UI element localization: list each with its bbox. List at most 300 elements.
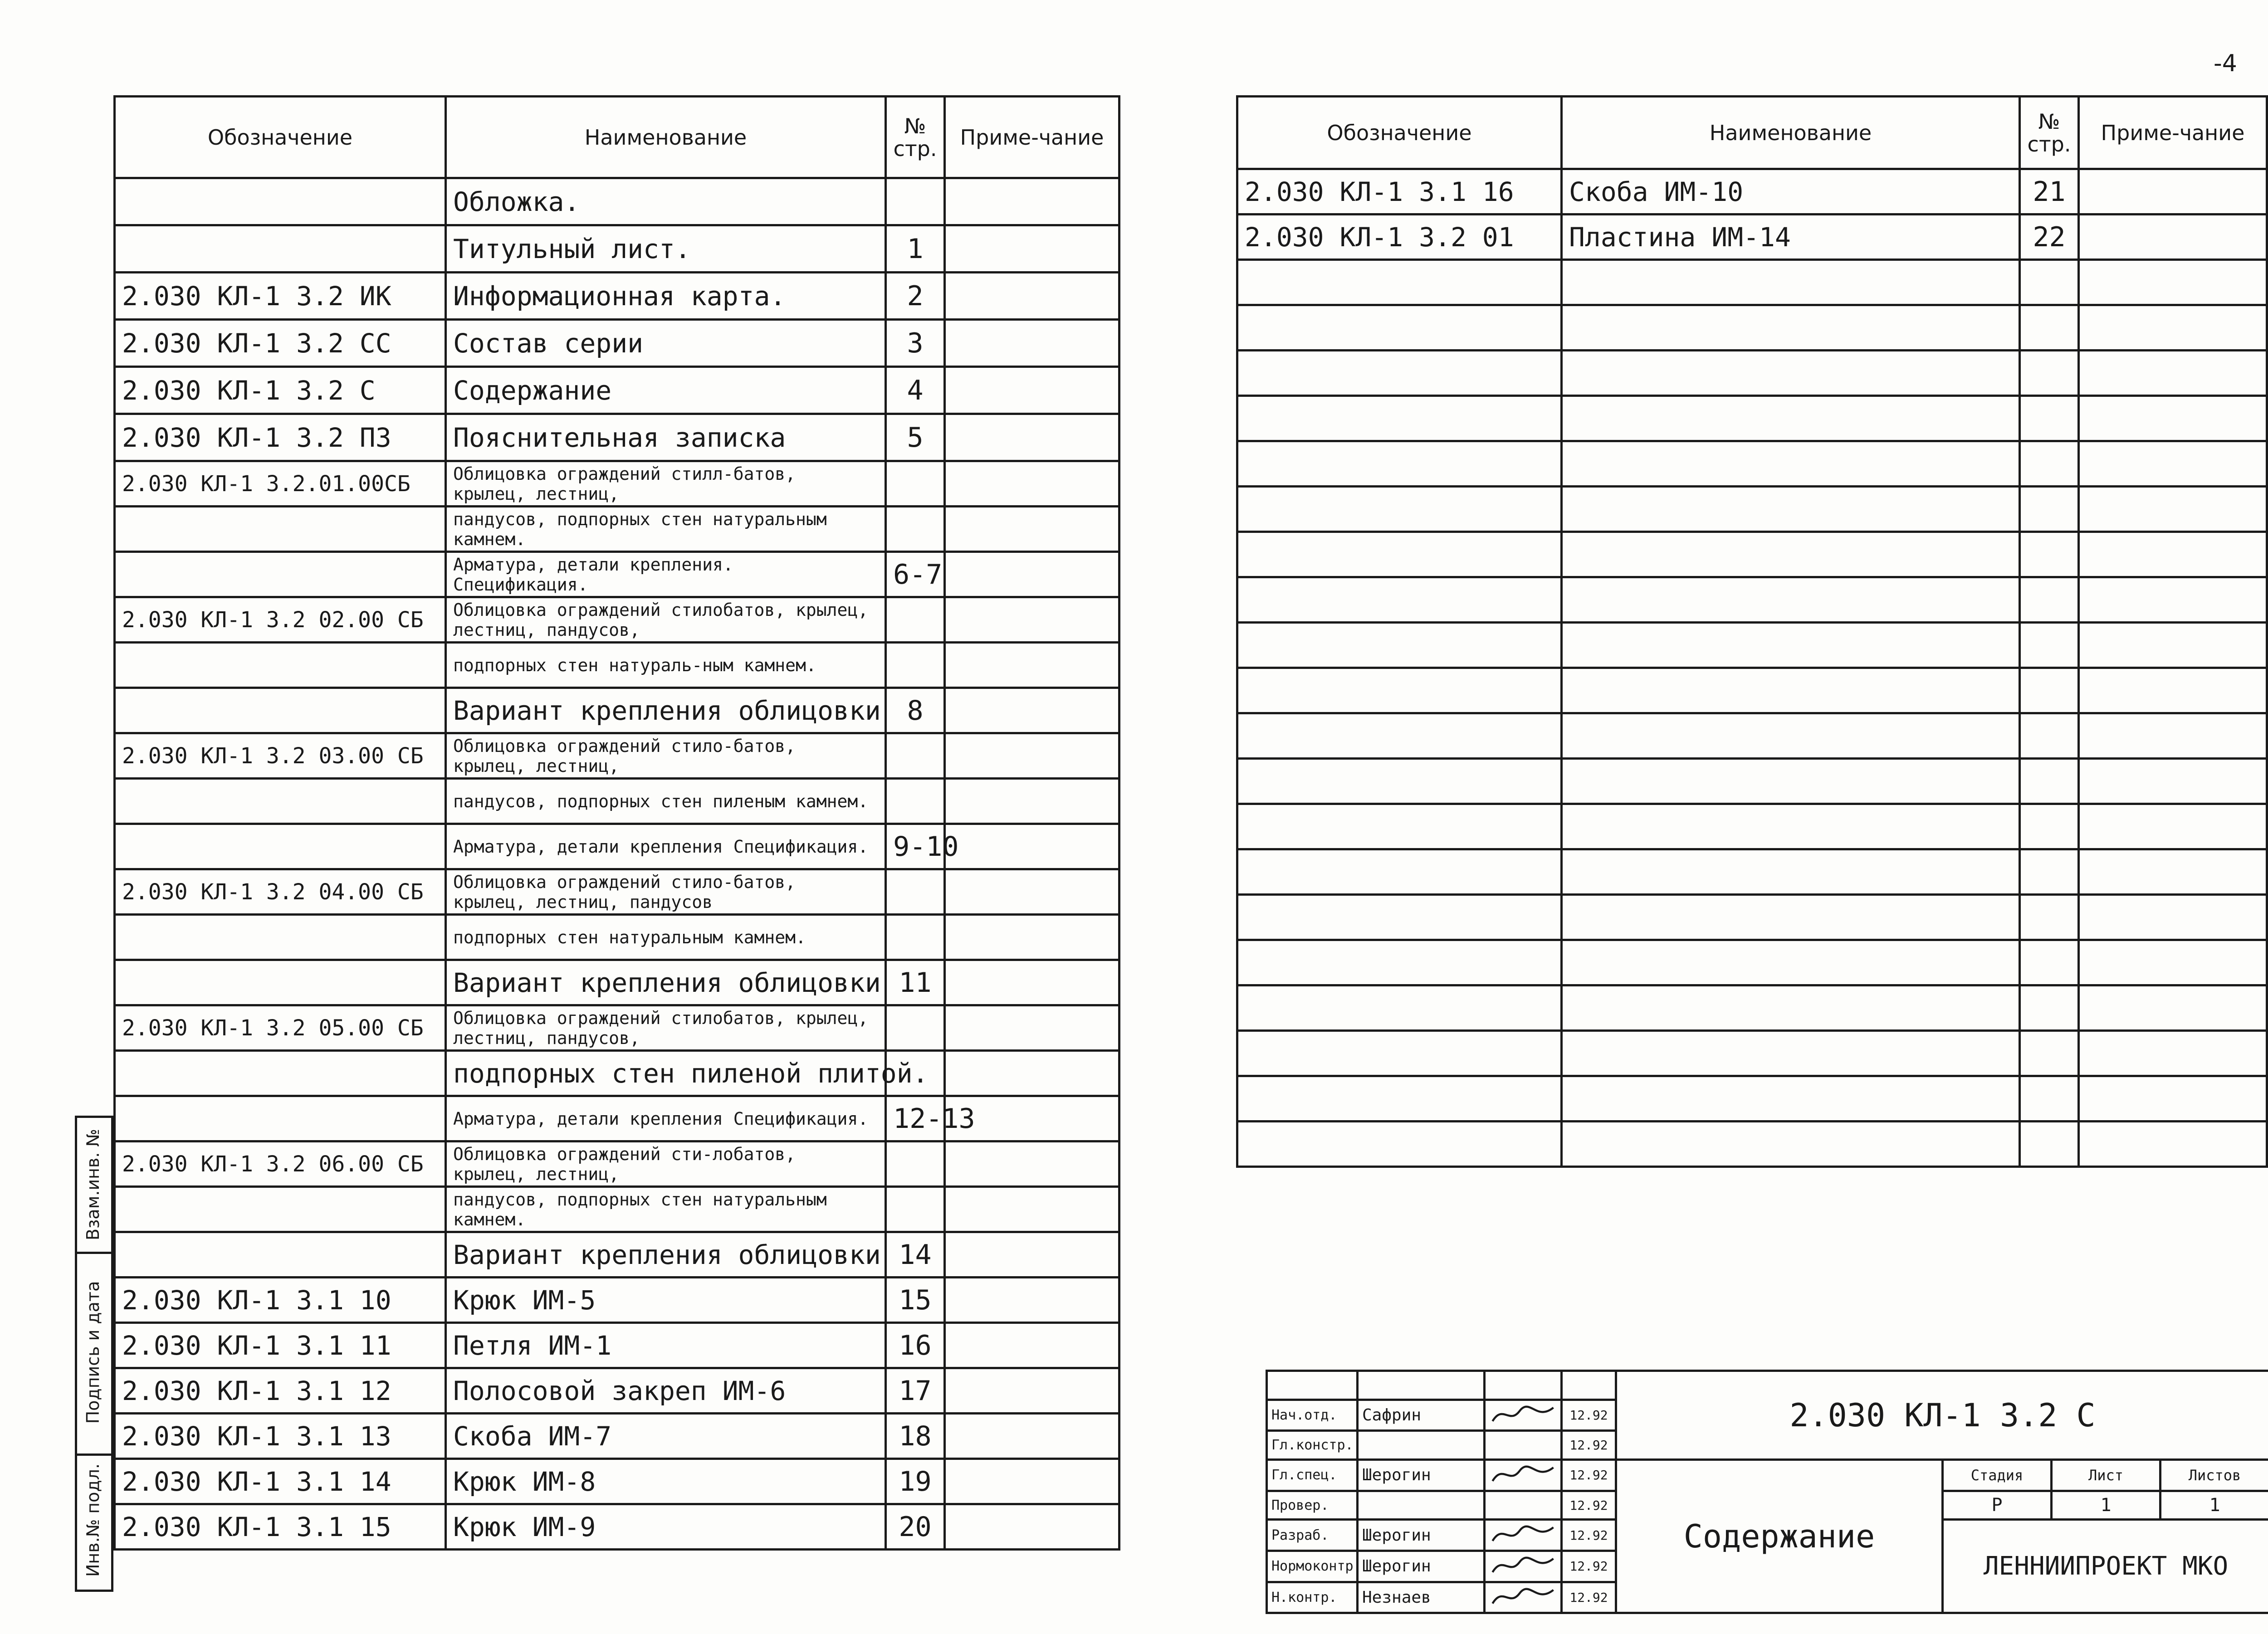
empty-table-row — [1237, 396, 2267, 441]
designation-cell: 2.030 КЛ-1 3.2 06.00 СБ — [115, 1141, 446, 1187]
empty-cell — [2079, 1076, 2267, 1122]
empty-cell — [2020, 849, 2079, 895]
name-cell: Вариант крепления облицовки — [446, 960, 886, 1005]
empty-cell — [1562, 1031, 2020, 1076]
empty-cell — [1562, 623, 2020, 668]
note-cell — [945, 1187, 1119, 1232]
empty-table-row — [1237, 1076, 2267, 1122]
page-cell: 14 — [886, 1232, 945, 1278]
empty-cell — [2020, 668, 2079, 713]
stamp-signature — [1485, 1400, 1562, 1431]
designation-cell — [115, 225, 446, 273]
page-cell: 4 — [886, 367, 945, 414]
note-cell — [2079, 169, 2267, 215]
designation-cell: 2.030 КЛ-1 3.2 05.00 СБ — [115, 1005, 446, 1051]
page-cell: 5 — [886, 414, 945, 461]
designation-cell — [115, 1096, 446, 1141]
designation-cell: 2.030 КЛ-1 3.1 15 — [115, 1504, 446, 1550]
stamp-date: 12.92 — [1562, 1400, 1616, 1431]
organization-name: ЛЕННИИПРОЕКТ МКО — [1943, 1520, 2268, 1613]
empty-cell — [2079, 1122, 2267, 1167]
header-page: № стр. — [886, 97, 945, 178]
name-cell: подпорных стен натураль-ным камнем. — [446, 643, 886, 688]
name-cell: Облицовка ограждений сти-лобатов, крылец, лестниц, — [446, 1141, 886, 1187]
stamp-date: 12.92 — [1562, 1460, 1616, 1491]
empty-cell — [1237, 532, 1562, 577]
designation-cell — [115, 552, 446, 597]
page-cell: 19 — [886, 1459, 945, 1504]
note-cell — [945, 1459, 1119, 1504]
note-cell — [945, 779, 1119, 824]
table-row — [115, 1232, 1119, 1278]
name-cell: подпорных стен натуральным камнем. — [446, 915, 886, 960]
empty-cell — [1237, 1122, 1562, 1167]
title-block-row — [1267, 1371, 2268, 1400]
name-cell: Облицовка ограждений стилобатов, крылец, лестниц, пандусов, — [446, 597, 886, 643]
designation-cell — [115, 779, 446, 824]
name-cell: Вариант крепления облицовки — [446, 688, 886, 733]
designation-cell: 2.030 КЛ-1 3.1 10 — [115, 1278, 446, 1323]
note-cell — [945, 461, 1119, 507]
empty-cell — [1562, 985, 2020, 1031]
note-cell — [945, 552, 1119, 597]
stamp-name: Сафрин — [1358, 1400, 1485, 1431]
designation-cell: 2.030 КЛ-1 3.2.01.00СБ — [115, 461, 446, 507]
note-cell — [945, 507, 1119, 552]
name-cell: Крюк ИМ-9 — [446, 1504, 886, 1550]
table-row — [115, 1323, 1119, 1368]
empty-cell — [2020, 1076, 2079, 1122]
empty-cell — [2079, 623, 2267, 668]
designation-cell — [115, 1187, 446, 1232]
empty-cell — [1237, 577, 1562, 623]
sheet-header: Лист — [2052, 1460, 2160, 1491]
empty-table-row — [1237, 1122, 2267, 1167]
empty-cell — [1562, 849, 2020, 895]
designation-cell: 2.030 КЛ-1 3.1 16 — [1237, 169, 1562, 215]
header-name: Наименование — [1562, 97, 2020, 169]
name-cell: Крюк ИМ-5 — [446, 1278, 886, 1323]
empty-cell — [2020, 985, 2079, 1031]
designation-cell: 2.030 КЛ-1 3.2 ИК — [115, 273, 446, 320]
empty-table-row — [1237, 985, 2267, 1031]
table-row — [115, 1459, 1119, 1504]
empty-cell — [2020, 305, 2079, 351]
page-cell — [886, 869, 945, 915]
empty-cell — [2079, 668, 2267, 713]
empty-cell — [1562, 396, 2020, 441]
empty-cell — [1237, 1031, 1562, 1076]
empty-cell — [1237, 260, 1562, 305]
table-row — [115, 960, 1119, 1005]
empty-cell — [1237, 804, 1562, 849]
empty-table-row — [1237, 487, 2267, 532]
empty-cell — [1237, 441, 1562, 487]
name-cell: Арматура, детали крепления. Спецификация. — [446, 552, 886, 597]
note-cell — [945, 178, 1119, 225]
empty-cell — [1562, 577, 2020, 623]
stamp-role: Н.контр. — [1267, 1582, 1358, 1613]
empty-cell — [2079, 305, 2267, 351]
page-cell — [886, 597, 945, 643]
table-row — [115, 367, 1119, 414]
empty-cell — [1237, 668, 1562, 713]
name-cell: Арматура, детали крепления Спецификация. — [446, 1096, 886, 1141]
empty-cell — [2079, 396, 2267, 441]
designation-cell — [115, 688, 446, 733]
title-block — [1266, 1370, 2268, 1614]
stage-header: Стадия — [1943, 1460, 2052, 1491]
empty-cell — [1237, 849, 1562, 895]
empty-table-row — [1237, 940, 2267, 985]
table-row — [115, 1414, 1119, 1459]
name-cell: пандусов, подпорных стен натуральным камнем. — [446, 507, 886, 552]
empty-table-row — [1237, 759, 2267, 804]
name-cell: пандусов, подпорных стен пиленым камнем. — [446, 779, 886, 824]
stamp-name: Шерогин — [1358, 1551, 1485, 1582]
name-cell: Вариант крепления облицовки — [446, 1232, 886, 1278]
table-row — [1237, 169, 2267, 215]
note-cell — [945, 1278, 1119, 1323]
table-row — [115, 1005, 1119, 1051]
empty-cell — [2079, 260, 2267, 305]
table-row — [115, 273, 1119, 320]
empty-cell — [2079, 577, 2267, 623]
empty-table-row — [1237, 532, 2267, 577]
signature-mark — [1489, 1583, 1557, 1610]
name-cell: Обложка. — [446, 178, 886, 225]
page-cell: 20 — [886, 1504, 945, 1550]
left-table-body — [115, 178, 1119, 1550]
name-cell: Состав серии — [446, 320, 886, 367]
empty-table-row — [1237, 351, 2267, 396]
designation-cell — [115, 1232, 446, 1278]
note-cell — [945, 225, 1119, 273]
note-cell — [945, 960, 1119, 1005]
empty-table-row — [1237, 623, 2267, 668]
name-cell: Облицовка ограждений стилл-батов, крылец, лестниц, — [446, 461, 886, 507]
note-cell — [945, 414, 1119, 461]
name-cell: Скоба ИМ-7 — [446, 1414, 886, 1459]
designation-cell: 2.030 КЛ-1 3.2 04.00 СБ — [115, 869, 446, 915]
empty-cell — [1237, 396, 1562, 441]
empty-cell — [2079, 985, 2267, 1031]
stamp-role: Разраб. — [1267, 1520, 1358, 1551]
empty-cell — [2020, 895, 2079, 940]
name-cell: Облицовка ограждений стило-батов, крылец, лестниц, пандусов — [446, 869, 886, 915]
table-row — [115, 225, 1119, 273]
page-cell: 11 — [886, 960, 945, 1005]
empty-cell — [2079, 804, 2267, 849]
name-cell: Информационная карта. — [446, 273, 886, 320]
page-cell — [886, 733, 945, 779]
note-cell — [2079, 215, 2267, 260]
stamp-blank-cell — [1562, 1371, 1616, 1400]
table-row — [1237, 215, 2267, 260]
empty-cell — [1562, 759, 2020, 804]
empty-table-row — [1237, 260, 2267, 305]
page-cell — [886, 178, 945, 225]
side-label-inventory: Инв.№ подл. — [83, 1463, 103, 1577]
stamp-name: Шерогин — [1358, 1460, 1485, 1491]
designation-cell — [115, 507, 446, 552]
designation-cell: 2.030 КЛ-1 3.2 03.00 СБ — [115, 733, 446, 779]
designation-cell: 2.030 КЛ-1 3.2 ПЗ — [115, 414, 446, 461]
designation-cell: 2.030 КЛ-1 3.1 13 — [115, 1414, 446, 1459]
empty-table-row — [1237, 1031, 2267, 1076]
empty-cell — [2020, 532, 2079, 577]
page-cell — [886, 1005, 945, 1051]
designation-cell: 2.030 КЛ-1 3.1 14 — [115, 1459, 446, 1504]
note-cell — [945, 1323, 1119, 1368]
stamp-role: Нач.отд. — [1267, 1400, 1358, 1431]
name-cell: Содержание — [446, 367, 886, 414]
stamp-signature — [1485, 1431, 1562, 1460]
name-cell: Полосовой закреп ИМ-6 — [446, 1368, 886, 1414]
sheet-value: 1 — [2052, 1491, 2160, 1520]
empty-cell — [2079, 487, 2267, 532]
table-row — [115, 1051, 1119, 1096]
empty-cell — [2079, 759, 2267, 804]
table-row — [115, 552, 1119, 597]
stamp-role: Нормоконтр. — [1267, 1551, 1358, 1582]
signature-mark — [1489, 1521, 1557, 1548]
designation-cell — [115, 178, 446, 225]
note-cell — [945, 1141, 1119, 1187]
empty-cell — [1237, 351, 1562, 396]
empty-cell — [2020, 487, 2079, 532]
signature-mark — [1489, 1552, 1557, 1579]
empty-cell — [2020, 940, 2079, 985]
designation-cell: 2.030 КЛ-1 3.1 12 — [115, 1368, 446, 1414]
empty-table-row — [1237, 804, 2267, 849]
note-cell — [945, 367, 1119, 414]
page-cell: 3 — [886, 320, 945, 367]
page-cell: 18 — [886, 1414, 945, 1459]
empty-table-row — [1237, 849, 2267, 895]
page-cell: 12-13 — [886, 1096, 945, 1141]
page-cell: 16 — [886, 1323, 945, 1368]
table-row — [115, 597, 1119, 643]
empty-cell — [1237, 487, 1562, 532]
empty-cell — [2020, 1031, 2079, 1076]
stamp-signature — [1485, 1551, 1562, 1582]
header-note: Приме-чание — [2079, 97, 2267, 169]
designation-cell: 2.030 КЛ-1 3.2 СС — [115, 320, 446, 367]
empty-cell — [1562, 260, 2020, 305]
note-cell — [945, 915, 1119, 960]
page-cell: 2 — [886, 273, 945, 320]
sheets-header: Листов — [2160, 1460, 2268, 1491]
table-row — [115, 733, 1119, 779]
empty-cell — [2079, 895, 2267, 940]
designation-cell: 2.030 КЛ-1 3.2 С — [115, 367, 446, 414]
empty-cell — [2079, 849, 2267, 895]
page-cell: 9-10 — [886, 824, 945, 869]
side-label-replacement: Взам.инв. № — [83, 1129, 103, 1240]
stamp-date: 12.92 — [1562, 1582, 1616, 1613]
title-block-row — [1267, 1460, 2268, 1491]
name-cell: Арматура, детали крепления Спецификация. — [446, 824, 886, 869]
designation-cell: 2.030 КЛ-1 3.2 01 — [1237, 215, 1562, 260]
empty-cell — [1562, 895, 2020, 940]
note-cell — [945, 320, 1119, 367]
stamp-blank-cell — [1485, 1371, 1562, 1400]
designation-cell: 2.030 КЛ-1 3.1 11 — [115, 1323, 446, 1368]
header-designation: Обозначение — [1237, 97, 1562, 169]
empty-cell — [2020, 1122, 2079, 1167]
designation-cell — [115, 1051, 446, 1096]
empty-cell — [1237, 713, 1562, 759]
page-cell — [886, 461, 945, 507]
empty-cell — [2020, 260, 2079, 305]
empty-cell — [2079, 441, 2267, 487]
right-contents-table — [1236, 95, 2268, 1168]
stamp-signature — [1485, 1520, 1562, 1551]
table-row — [115, 1368, 1119, 1414]
table-row — [115, 779, 1119, 824]
stamp-date: 12.92 — [1562, 1551, 1616, 1582]
empty-cell — [2079, 532, 2267, 577]
empty-cell — [2020, 759, 2079, 804]
designation-cell — [115, 643, 446, 688]
table-row — [115, 869, 1119, 915]
empty-cell — [2020, 351, 2079, 396]
note-cell — [945, 1368, 1119, 1414]
name-cell: Титульный лист. — [446, 225, 886, 273]
note-cell — [945, 1232, 1119, 1278]
empty-cell — [1237, 1076, 1562, 1122]
page-cell — [886, 1141, 945, 1187]
header-note: Приме-чание — [945, 97, 1119, 178]
empty-cell — [1237, 759, 1562, 804]
empty-cell — [1562, 351, 2020, 396]
empty-cell — [2020, 804, 2079, 849]
stamp-role: Провер. — [1267, 1491, 1358, 1520]
name-cell: Скоба ИМ-10 — [1562, 169, 2020, 215]
designation-cell — [115, 915, 446, 960]
page-cell — [886, 507, 945, 552]
note-cell — [945, 1051, 1119, 1096]
empty-cell — [1562, 804, 2020, 849]
page-cell: 15 — [886, 1278, 945, 1323]
page-cell: 22 — [2020, 215, 2079, 260]
stamp-blank-cell — [1358, 1371, 1485, 1400]
note-cell — [945, 688, 1119, 733]
note-cell — [945, 869, 1119, 915]
document-title: Содержание — [1616, 1460, 1943, 1613]
header-page: № стр. — [2020, 97, 2079, 169]
note-cell — [945, 597, 1119, 643]
table-row — [115, 178, 1119, 225]
stamp-date: 12.92 — [1562, 1431, 1616, 1460]
signature-mark — [1489, 1461, 1557, 1488]
stamp-signature — [1485, 1460, 1562, 1491]
stamp-date: 12.92 — [1562, 1491, 1616, 1520]
sheet-number: -4 — [2214, 50, 2237, 77]
stage-value: Р — [1943, 1491, 2052, 1520]
empty-cell — [1562, 441, 2020, 487]
signature-mark — [1489, 1401, 1557, 1428]
empty-cell — [1562, 305, 2020, 351]
page-cell — [886, 643, 945, 688]
note-cell — [945, 643, 1119, 688]
sheets-value: 1 — [2160, 1491, 2268, 1520]
designation-cell — [115, 960, 446, 1005]
name-cell: Пояснительная записка — [446, 414, 886, 461]
stamp-signature — [1485, 1582, 1562, 1613]
designation-cell — [115, 824, 446, 869]
note-cell — [945, 273, 1119, 320]
document-code: 2.030 КЛ-1 3.2 С — [1616, 1371, 2268, 1460]
note-cell — [945, 1414, 1119, 1459]
empty-table-row — [1237, 577, 2267, 623]
side-label-signature: Подпись и дата — [83, 1281, 103, 1424]
table-row — [115, 461, 1119, 507]
empty-cell — [1562, 940, 2020, 985]
header-name: Наименование — [446, 97, 886, 178]
empty-table-row — [1237, 441, 2267, 487]
stamp-name: Шерогин — [1358, 1520, 1485, 1551]
empty-cell — [1237, 895, 1562, 940]
empty-cell — [2079, 940, 2267, 985]
table-row — [115, 1504, 1119, 1550]
empty-cell — [1237, 623, 1562, 668]
stamp-date: 12.92 — [1562, 1520, 1616, 1551]
empty-cell — [1562, 668, 2020, 713]
empty-cell — [2020, 577, 2079, 623]
table-row — [115, 1278, 1119, 1323]
name-cell: Облицовка ограждений стило-батов, крылец, лестниц, — [446, 733, 886, 779]
page-cell — [886, 1187, 945, 1232]
name-cell: Пластина ИМ-14 — [1562, 215, 2020, 260]
empty-cell — [2020, 713, 2079, 759]
empty-cell — [2020, 441, 2079, 487]
note-cell — [945, 1005, 1119, 1051]
page-cell: 21 — [2020, 169, 2079, 215]
page-cell — [886, 779, 945, 824]
empty-cell — [2020, 396, 2079, 441]
stamp-name — [1358, 1431, 1485, 1460]
table-row — [115, 643, 1119, 688]
name-cell: Крюк ИМ-8 — [446, 1459, 886, 1504]
empty-table-row — [1237, 668, 2267, 713]
designation-cell: 2.030 КЛ-1 3.2 02.00 СБ — [115, 597, 446, 643]
empty-cell — [2020, 623, 2079, 668]
table-row — [115, 1141, 1119, 1187]
stamp-role: Гл.констр. — [1267, 1431, 1358, 1460]
table-row — [115, 320, 1119, 367]
right-table-body — [1237, 169, 2267, 1167]
page-cell: 17 — [886, 1368, 945, 1414]
table-row — [115, 915, 1119, 960]
table-row — [115, 824, 1119, 869]
left-contents-table — [113, 95, 1120, 1551]
header-designation: Обозначение — [115, 97, 446, 178]
name-cell: Облицовка ограждений стилобатов, крылец, лестниц, пандусов, — [446, 1005, 886, 1051]
table-row — [115, 688, 1119, 733]
empty-cell — [1562, 532, 2020, 577]
note-cell — [945, 733, 1119, 779]
table-row — [115, 507, 1119, 552]
table-row — [115, 1187, 1119, 1232]
page-cell: 8 — [886, 688, 945, 733]
empty-cell — [1562, 1122, 2020, 1167]
stamp-name — [1358, 1491, 1485, 1520]
table-row — [115, 1096, 1119, 1141]
empty-cell — [1237, 305, 1562, 351]
empty-table-row — [1237, 713, 2267, 759]
